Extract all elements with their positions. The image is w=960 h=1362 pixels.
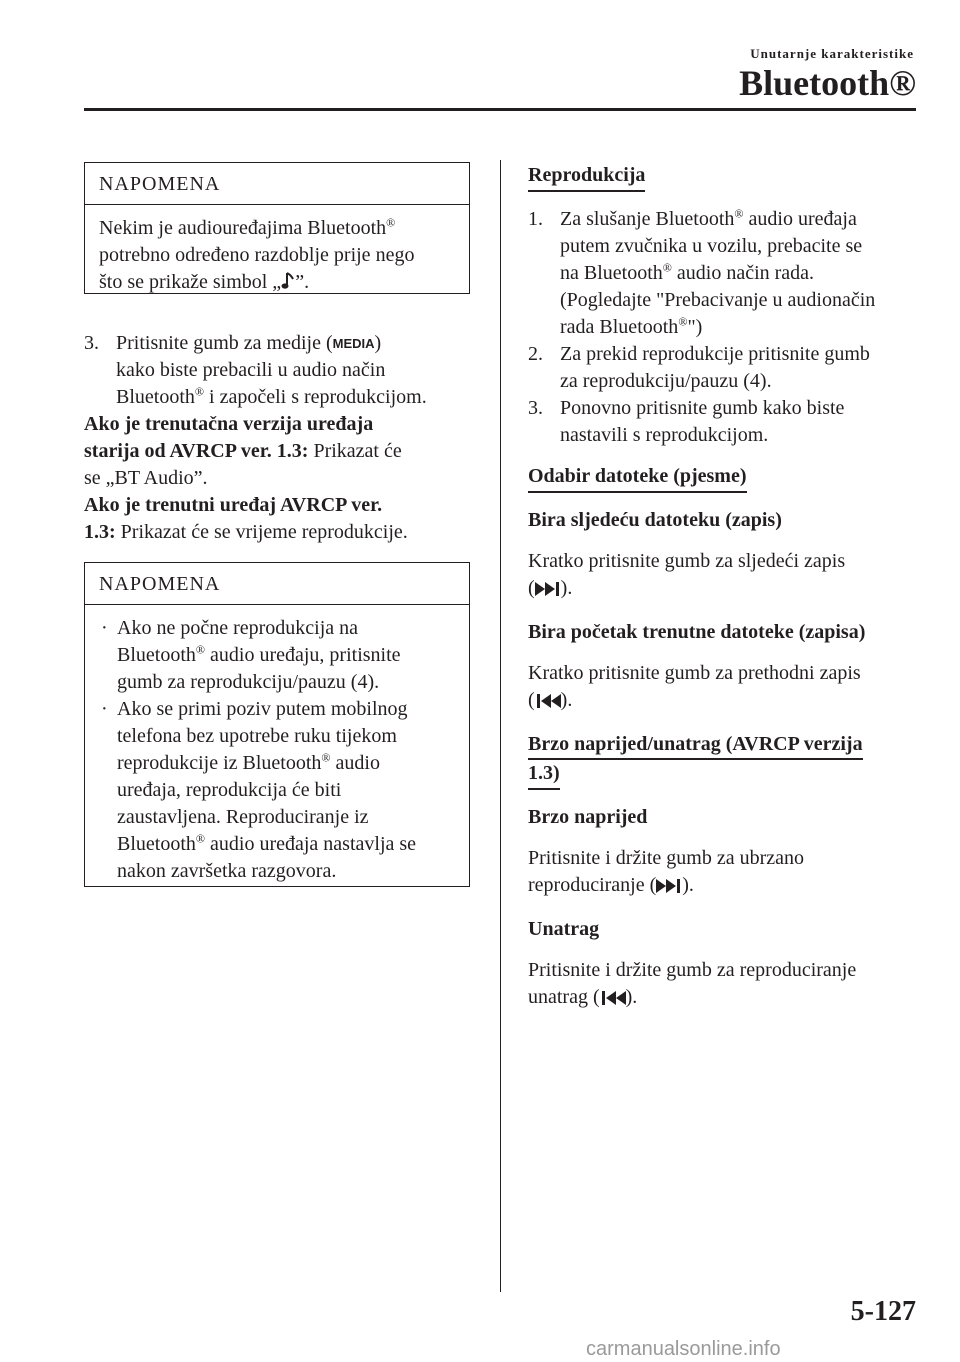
step-number: 3. bbox=[528, 397, 543, 419]
note-box-1 bbox=[84, 162, 470, 294]
condition-text: Prikazat će se vrijeme reprodukcije. bbox=[115, 521, 408, 543]
condition-heading: Ako je trenutačna verzija uređaja bbox=[84, 413, 374, 435]
body-text: ). bbox=[682, 874, 694, 896]
registered-mark: ® bbox=[734, 206, 744, 221]
body-text: ). bbox=[625, 986, 638, 1008]
step-text: i započeli s reprodukcijom. bbox=[204, 386, 427, 408]
heading-brzo: 1.3) bbox=[528, 760, 560, 790]
subheading: Bira sljedeću datoteku (zapis) bbox=[528, 509, 782, 531]
registered-mark: ® bbox=[195, 642, 206, 657]
body-text: Kratko pritisnite gumb za sljedeći zapis bbox=[528, 550, 846, 572]
step-text: za reprodukciju/pauzu (4). bbox=[560, 370, 772, 392]
step-number: 1. bbox=[528, 208, 543, 230]
step-text: Pritisnite gumb za medije ( bbox=[116, 332, 333, 354]
note-text: telefona bez upotrebe ruku tijekom bbox=[117, 725, 397, 747]
note-bullet-2 bbox=[99, 696, 455, 885]
heading-brzo: Brzo naprijed/unatrag (AVRCP verzija bbox=[528, 731, 863, 760]
condition-text: se „BT Audio”. bbox=[84, 467, 208, 489]
note-text: reprodukcije iz Bluetooth bbox=[117, 752, 322, 774]
note-text: Bluetooth bbox=[117, 833, 196, 855]
note-text: nakon završetka razgovora. bbox=[117, 860, 337, 882]
note-text: Nekim je audiouređajima Bluetooth bbox=[99, 217, 387, 239]
registered-mark: ® bbox=[321, 750, 331, 765]
subheading: Bira početak trenutne datoteke (zapisa) bbox=[528, 621, 866, 643]
condition-heading: starija od AVRCP ver. 1.3: bbox=[84, 440, 309, 462]
condition-text: Prikazat će bbox=[308, 440, 402, 462]
registered-mark: ® bbox=[386, 215, 396, 230]
body-text: ). bbox=[560, 689, 573, 711]
note-body bbox=[85, 605, 469, 897]
heading-reprodukcija: Reprodukcija bbox=[528, 162, 645, 192]
note-text: audio uređaja nastavlja se bbox=[205, 833, 417, 855]
note-heading: NAPOMENA bbox=[85, 563, 469, 605]
heading-odabir: Odabir datoteke (pjesme) bbox=[528, 463, 747, 493]
step-text: Za slušanje Bluetooth bbox=[560, 208, 735, 230]
step-text: rada Bluetooth bbox=[560, 316, 679, 338]
note-text: potrebno određeno razdoblje prije nego bbox=[99, 244, 415, 266]
step-text: (Pogledajte "Prebacivanje u audionačin bbox=[560, 289, 876, 311]
fast-forward-icon bbox=[656, 875, 682, 902]
body-text: Pritisnite i držite gumb za ubrzano bbox=[528, 847, 805, 869]
watermark: carmanualsonline.info bbox=[586, 1338, 781, 1360]
condition-heading: 1.3: bbox=[84, 521, 116, 543]
note-text: Bluetooth bbox=[117, 644, 196, 666]
body-text: unatrag ( bbox=[528, 986, 600, 1008]
body-text: Kratko pritisnite gumb za prethodni zapis bbox=[528, 662, 861, 684]
step-number: 2. bbox=[528, 343, 543, 365]
body-text: Pritisnite i držite gumb za reproduciranje bbox=[528, 959, 857, 981]
page-number: 5-127 bbox=[850, 1296, 916, 1327]
note-box-2 bbox=[84, 562, 470, 887]
note-text: Ako se primi poziv putem mobilnog bbox=[117, 698, 408, 720]
body-text: ( bbox=[528, 577, 535, 599]
track-previous-icon bbox=[535, 690, 561, 717]
note-text: zaustavljena. Reproduciranje iz bbox=[117, 806, 369, 828]
step-text: putem zvučnika u vozilu, prebacite se bbox=[560, 235, 863, 257]
note-text: audio uređaju, pritisnite bbox=[205, 644, 401, 666]
condition-heading: Ako je trenutni uređaj AVRCP ver. bbox=[84, 494, 383, 516]
music-note-icon bbox=[281, 271, 295, 299]
note-text: što se prikaže simbol „ bbox=[99, 271, 282, 293]
registered-mark: ® bbox=[662, 260, 672, 275]
section-label: Unutarnje karakteristike bbox=[750, 46, 914, 61]
step-3 bbox=[84, 330, 474, 546]
track-next-icon bbox=[535, 578, 561, 605]
step-text: nastavili s reprodukcijom. bbox=[560, 424, 769, 446]
step-number: 3. bbox=[84, 332, 99, 354]
note-heading: NAPOMENA bbox=[85, 163, 469, 205]
step-text: Za prekid reprodukcije pritisnite gumb bbox=[560, 343, 870, 365]
note-bullet-1 bbox=[99, 615, 455, 696]
header-rule bbox=[84, 108, 916, 111]
page-title: Bluetooth® bbox=[739, 63, 916, 103]
note-text: ”. bbox=[295, 271, 310, 293]
column-divider bbox=[500, 160, 501, 1292]
step-text: ") bbox=[687, 316, 703, 338]
bullet-dot: · bbox=[101, 698, 108, 720]
note-text: Ako ne počne reprodukcija na bbox=[117, 617, 359, 639]
step-text: ) bbox=[374, 332, 382, 354]
step-text: na Bluetooth bbox=[560, 262, 663, 284]
step-text: Ponovno pritisnite gumb kako biste bbox=[560, 397, 845, 419]
step-text: kako biste prebacili u audio način bbox=[116, 359, 386, 381]
body-text: reproduciranje ( bbox=[528, 874, 657, 896]
step-text: Bluetooth bbox=[116, 386, 195, 408]
registered-mark: ® bbox=[678, 314, 688, 329]
note-body bbox=[85, 205, 469, 311]
body-text: ( bbox=[528, 689, 535, 711]
registered-mark: ® bbox=[195, 831, 206, 846]
subheading: Brzo naprijed bbox=[528, 806, 648, 828]
note-text: audio bbox=[330, 752, 380, 774]
note-text: gumb za reprodukciju/pauzu (4). bbox=[117, 671, 380, 693]
rewind-icon bbox=[600, 987, 626, 1014]
note-text: uređaja, reprodukcija će biti bbox=[117, 779, 342, 801]
registered-mark: ® bbox=[194, 384, 205, 399]
step-text: audio uređaja bbox=[743, 208, 857, 230]
body-text: ). bbox=[560, 577, 573, 599]
subheading: Unatrag bbox=[528, 918, 600, 940]
media-icon: MEDIA bbox=[332, 336, 375, 351]
step-text: audio način rada. bbox=[671, 262, 815, 284]
bullet-dot: · bbox=[101, 617, 108, 639]
right-column bbox=[528, 162, 920, 1014]
